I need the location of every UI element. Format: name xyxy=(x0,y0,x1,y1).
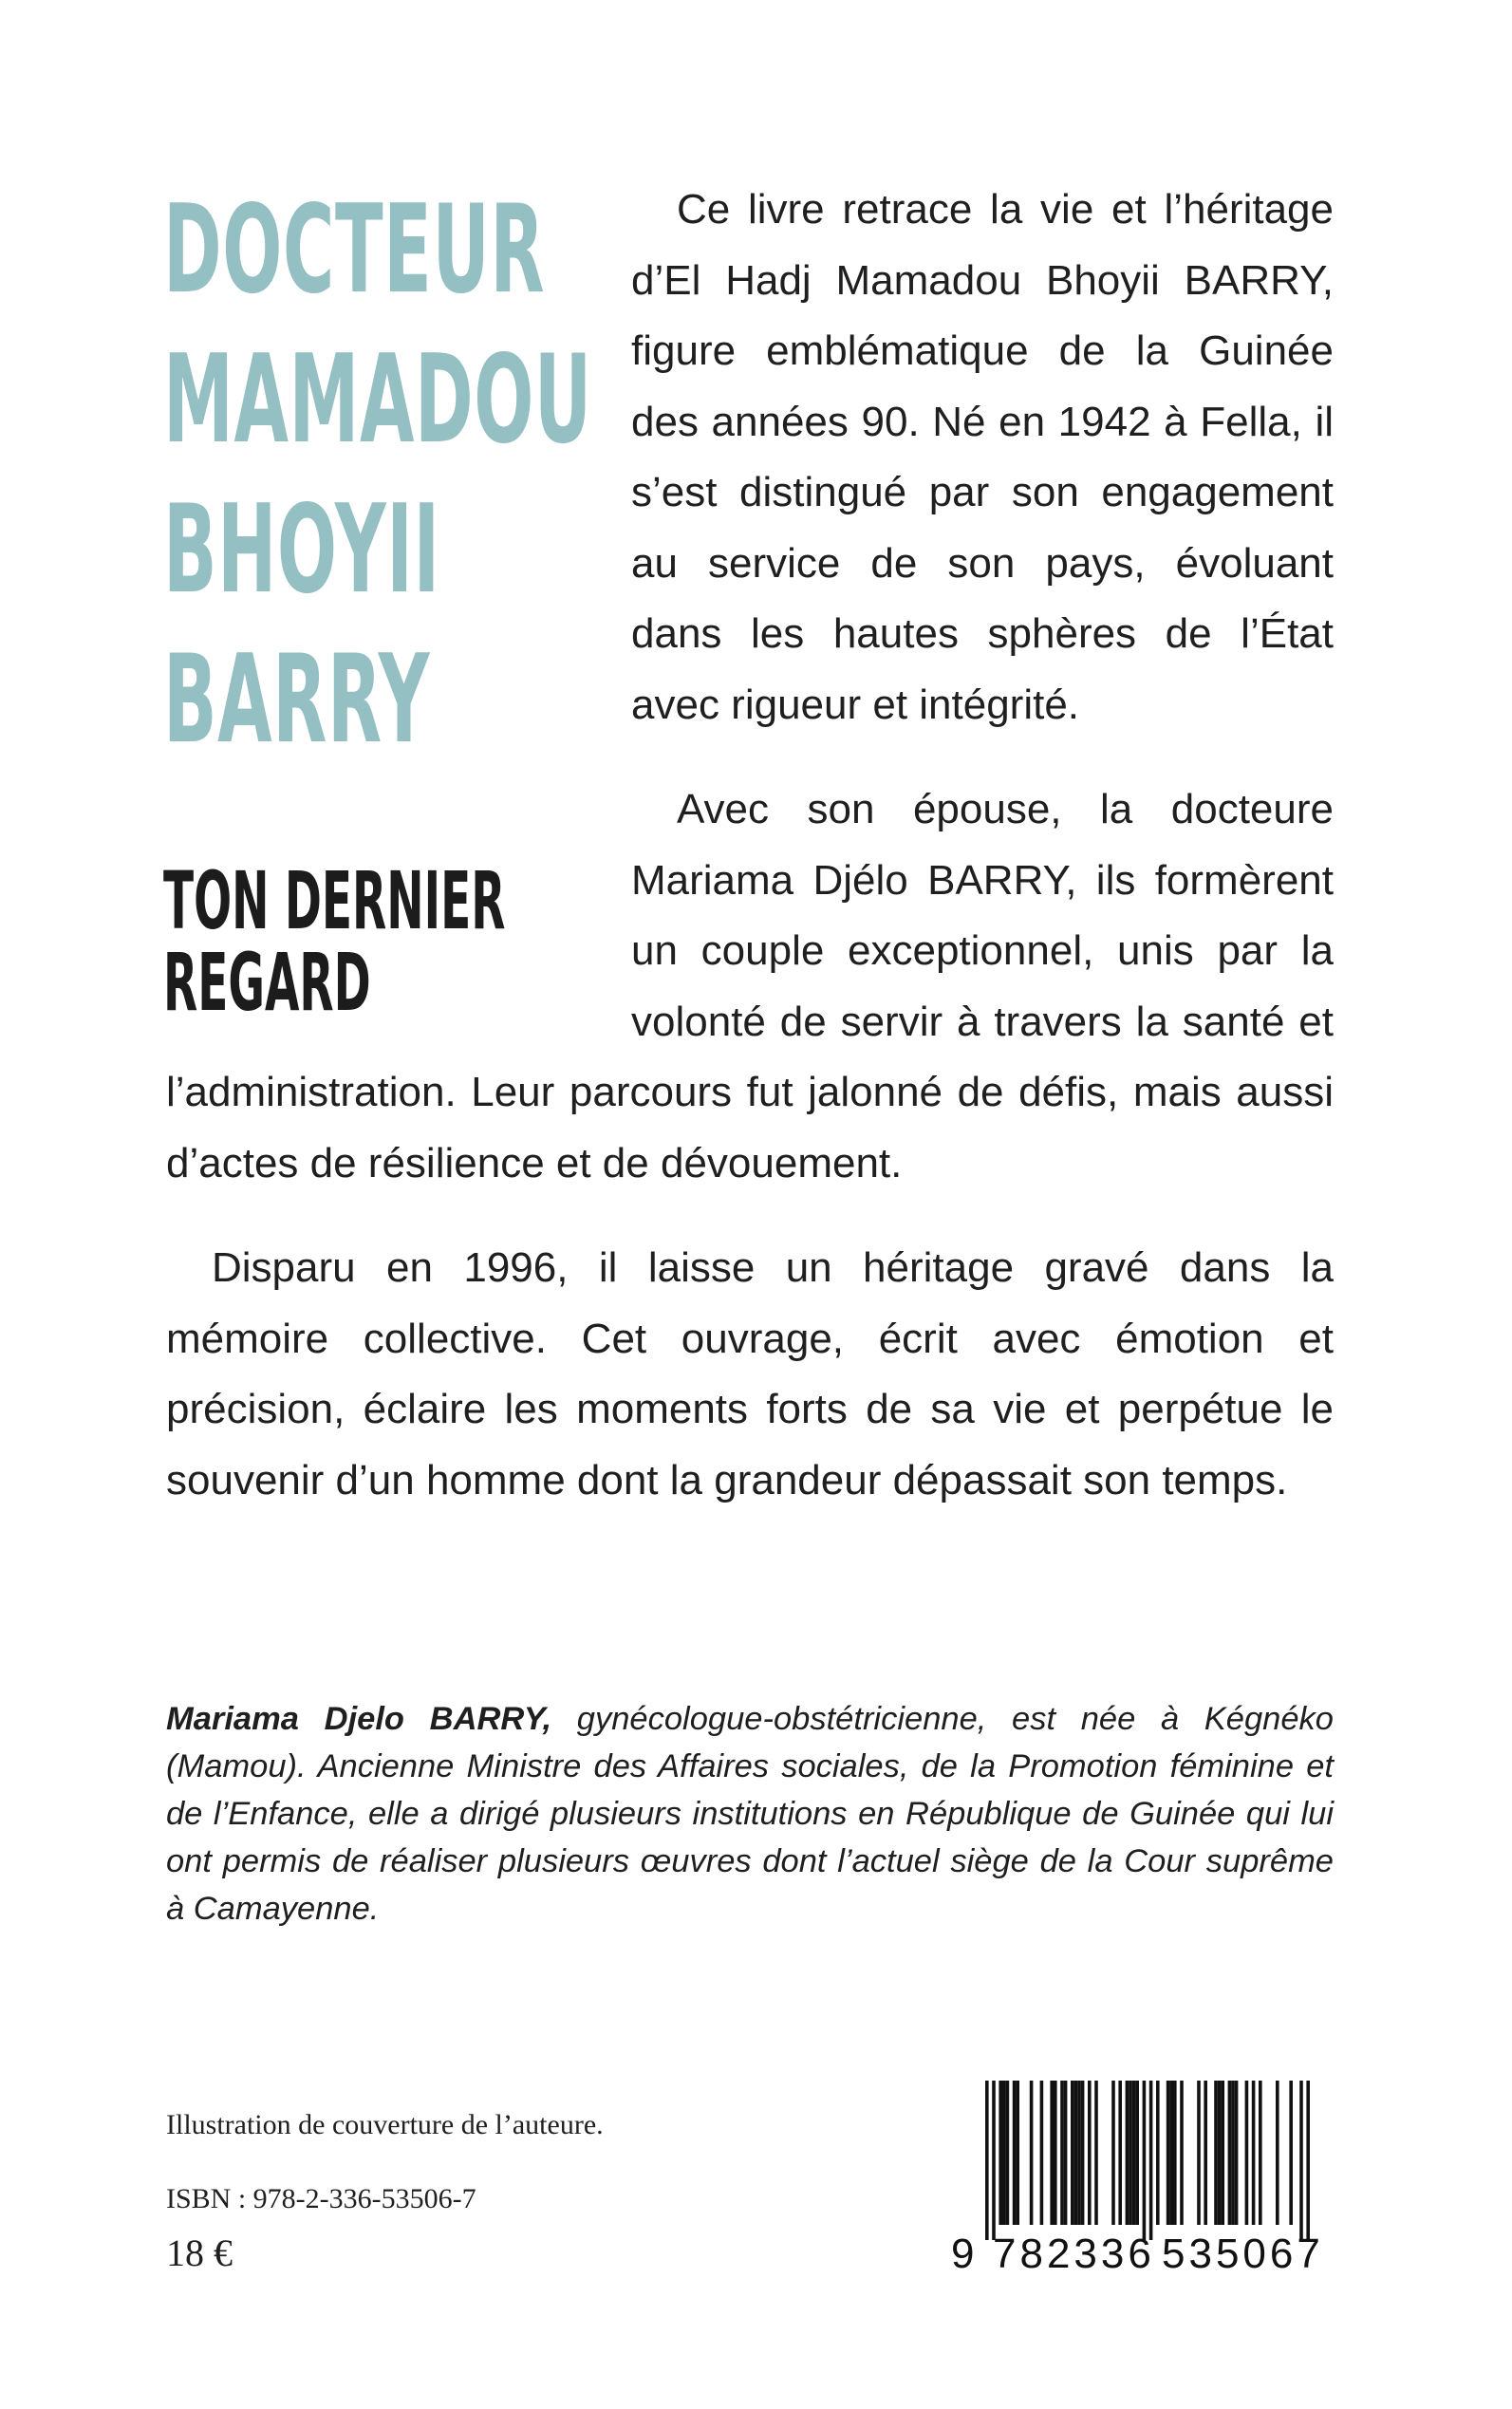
summary-paragraph: Ce livre retrace la vie et l’héritage d’El Hadj Mamadou Bhoyii BARRY, figure emblématique de la Guinée des années 90. Né en 1942 à Fella, il s’est distingué par son engagement au service de son pays, évoluant dans les hautes sphères de l’État avec rigueur et intégrité. xyxy=(631,186,1334,728)
barcode-bar xyxy=(1118,2081,1122,2225)
barcode-digit-first: 9 xyxy=(951,2231,975,2277)
subtitle-line: TON DERNIER xyxy=(163,854,506,947)
barcode-bar xyxy=(1143,2081,1147,2240)
barcode-bar xyxy=(1197,2081,1201,2225)
barcode-bar xyxy=(1002,2081,1006,2225)
barcode-bar xyxy=(999,2081,1002,2225)
author-title-line: BARRY xyxy=(163,629,430,771)
summary-paragraph: Avec son épouse, la docteure Mariama Djélo BARRY, ils formèrent un couple exceptionnel, unis par la volonté de servir à travers la santé et l’administration. Leur parcours fut jalonné de défis, mais aussi d’actes de résilience et de dévouement. xyxy=(166,786,1334,1186)
title-spacer xyxy=(166,175,631,1046)
barcode-bar xyxy=(1180,2081,1184,2225)
barcode-bar xyxy=(1306,2081,1310,2240)
barcode-bar xyxy=(1214,2081,1218,2225)
author-bio-name: Mariama Djelo BARRY, xyxy=(166,1701,552,1737)
barcode-bar xyxy=(1006,2081,1010,2225)
barcode-bar xyxy=(1126,2081,1129,2225)
barcode-bar xyxy=(1129,2081,1132,2225)
barcode-bar xyxy=(1077,2081,1081,2225)
barcode-bar xyxy=(1013,2081,1017,2225)
author-bio-text: gynécologue-obstétricienne, est née à Kégnéko (Mamou). Ancienne Ministre des Affaires sociales, de la Promotion féminine et de l’Enfance, elle a dirigé plusieurs institutions en République de Guinée qui lui ont permis de réaliser plusieurs œuvres dont l’actuel siège de la Cour suprême à Camayenne. xyxy=(166,1701,1334,1927)
author-title-line: DOCTEUR xyxy=(163,179,546,321)
barcode-bar xyxy=(1064,2081,1068,2225)
barcode-bar xyxy=(1299,2081,1303,2240)
barcode-bar xyxy=(1259,2081,1262,2225)
barcode-bar xyxy=(1149,2081,1153,2240)
barcode xyxy=(951,2073,1333,2282)
barcode-bar xyxy=(992,2081,996,2240)
barcode-digit-group: 782336 xyxy=(993,2231,1155,2277)
barcode-bar xyxy=(1169,2081,1173,2225)
author-title-line: MAMADOU xyxy=(163,329,592,471)
summary-text xyxy=(166,175,1334,1550)
barcode-bar xyxy=(1088,2081,1092,2225)
author-title-line: BHOYII xyxy=(163,479,440,621)
barcode-digit-group: 535067 xyxy=(1162,2231,1324,2277)
illustration-credit: Illustration de couverture de l’auteure. xyxy=(166,2109,604,2140)
barcode-bar xyxy=(1030,2081,1034,2225)
barcode-bar xyxy=(1050,2081,1054,2225)
barcode-bar xyxy=(1231,2081,1235,2225)
barcode-bar xyxy=(1204,2081,1207,2225)
author-bio xyxy=(166,1695,1334,1933)
barcode-bar xyxy=(1235,2081,1239,2225)
barcode-bar xyxy=(1094,2081,1098,2225)
barcode-bar xyxy=(1016,2081,1019,2225)
barcode-bar xyxy=(1276,2081,1279,2225)
barcode-bar xyxy=(1218,2081,1222,2225)
barcode-bar xyxy=(1054,2081,1057,2225)
summary-paragraph: Disparu en 1996, il laisse un héritage gravé dans la mémoire collective. Cet ouvrage, écrit avec émotion et précision, éclaire les moments forts de sa vie et perpétue le souvenir d’un homme dont la grandeur dépassait son temps. xyxy=(166,1244,1334,1503)
price-text: 18 € xyxy=(166,2232,233,2274)
barcode-bar xyxy=(1060,2081,1064,2225)
barcode-bar xyxy=(1040,2081,1044,2225)
barcode-bar xyxy=(1074,2081,1078,2225)
subtitle-line: REGARD xyxy=(163,936,371,1029)
barcode-bar xyxy=(1221,2081,1224,2225)
barcode-bar xyxy=(1111,2081,1115,2225)
isbn-text: ISBN : 978-2-336-53506-7 xyxy=(166,2183,476,2214)
barcode-bar xyxy=(1245,2081,1249,2225)
barcode-bar xyxy=(1228,2081,1232,2225)
barcode-bar xyxy=(1252,2081,1256,2225)
barcode-bar xyxy=(1167,2081,1170,2225)
barcode-bar xyxy=(1132,2081,1136,2225)
barcode-bar xyxy=(1289,2081,1293,2225)
barcode-bar xyxy=(1071,2081,1074,2225)
barcode-bar xyxy=(1135,2081,1139,2225)
barcode-bar xyxy=(1081,2081,1085,2225)
barcode-bar xyxy=(1173,2081,1177,2225)
barcode-bar xyxy=(985,2081,989,2240)
barcode-bar xyxy=(1156,2081,1160,2225)
